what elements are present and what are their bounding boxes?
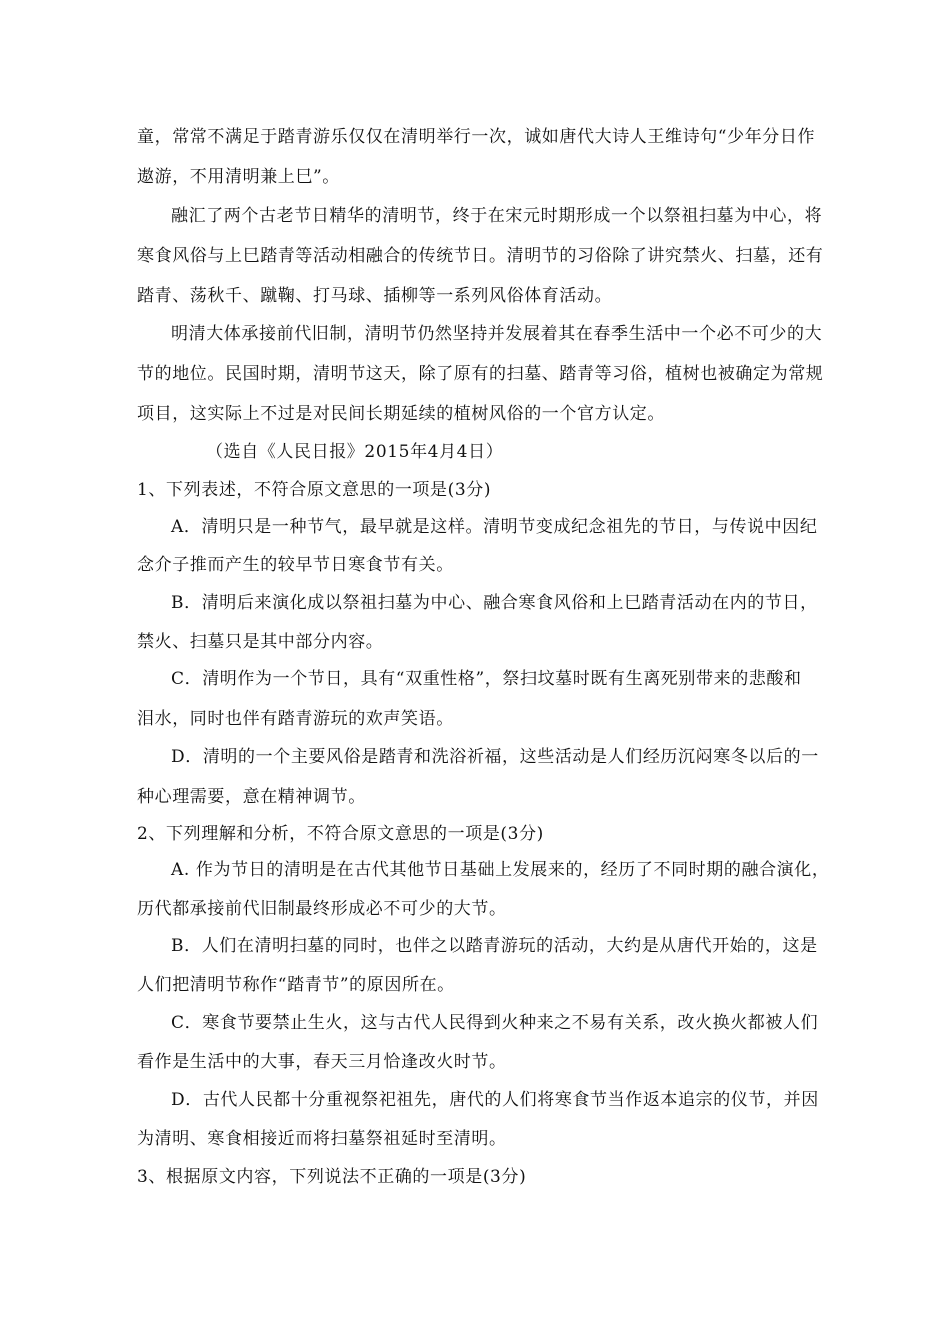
paragraph-line: 踏青、荡秋千、蹴鞠、打马球、插柳等一系列风俗体育活动。 (137, 286, 613, 306)
option-line: 看作是生活中的大事，春天三月恰逢改火时节。 (137, 1052, 507, 1072)
option-line: 人们把清明节称作“踏青节”的原因所在。 (137, 975, 455, 995)
source-citation: （选自《人民日报》2015年4月4日） (206, 442, 504, 462)
option-line: C．寒食节要禁止生火，这与古代人民得到火种来之不易有关系，改火换火都被人们 (171, 1013, 819, 1033)
option-line: C．清明作为一个节日，具有“双重性格”，祭扫坟墓时既有生离死别带来的悲酸和 (171, 669, 802, 689)
option-line: A. 作为节日的清明是在古代其他节日基础上发展来的，经历了不同时期的融合演化， (171, 860, 830, 880)
option-line: B．人们在清明扫墓的同时，也伴之以踏青游玩的活动，大约是从唐代开始的，这是 (171, 936, 818, 956)
paragraph-line: 融汇了两个古老节日精华的清明节，终于在宋元时期形成一个以祭祖扫墓为中心，将 (171, 206, 823, 226)
paragraph-line: 遨游，不用清明兼上巳”。 (137, 167, 340, 187)
option-line: D．清明的一个主要风俗是踏青和洗浴祈福，这些活动是人们经历沉闷寒冬以后的一 (171, 747, 819, 767)
option-line: 历代都承接前代旧制最终形成必不可少的大节。 (137, 899, 507, 919)
option-line: B．清明后来演化成以祭祖扫墓为中心、融合寒食风俗和上巳踏青活动在内的节日， (171, 593, 818, 613)
option-line: A．清明只是一种节气，最早就是这样。清明节变成纪念祖先的节日，与传说中因纪 (171, 517, 818, 537)
paragraph-line: 童，常常不满足于踏青游乐仅仅在清明举行一次，诚如唐代大诗人王维诗句“少年分日作 (137, 127, 816, 147)
paragraph-line: 项目，这实际上不过是对民间长期延续的植树风俗的一个官方认定。 (137, 404, 665, 424)
option-line: 禁火、扫墓只是其中部分内容。 (137, 632, 384, 652)
option-line: D．古代人民都十分重视祭祀祖先，唐代的人们将寒食节当作返本追宗的仪节，并因 (171, 1090, 819, 1110)
paragraph-line: 寒食风俗与上巳踏青等活动相融合的传统节日。清明节的习俗除了讲究禁火、扫墓，还有 (137, 246, 824, 266)
option-line: 为清明、寒食相接近而将扫墓祭祖延时至清明。 (137, 1129, 507, 1149)
option-line: 念介子推而产生的较早节日寒食节有关。 (137, 555, 454, 575)
question-1: 1、下列表述，不符合原文意思的一项是(3分) (137, 480, 492, 500)
question-3: 3、根据原文内容，下列说法不正确的一项是(3分) (137, 1167, 527, 1187)
paragraph-line: 节的地位。民国时期，清明节这天，除了原有的扫墓、踏青等习俗，植树也被确定为常规 (137, 364, 824, 384)
option-line: 泪水，同时也伴有踏青游玩的欢声笑语。 (137, 709, 454, 729)
option-line: 种心理需要，意在精神调节。 (137, 787, 366, 807)
paragraph-line: 明清大体承接前代旧制，清明节仍然坚持并发展着其在春季生活中一个必不可少的大 (171, 324, 823, 344)
question-2: 2、下列理解和分析，不符合原文意思的一项是(3分) (137, 824, 544, 844)
